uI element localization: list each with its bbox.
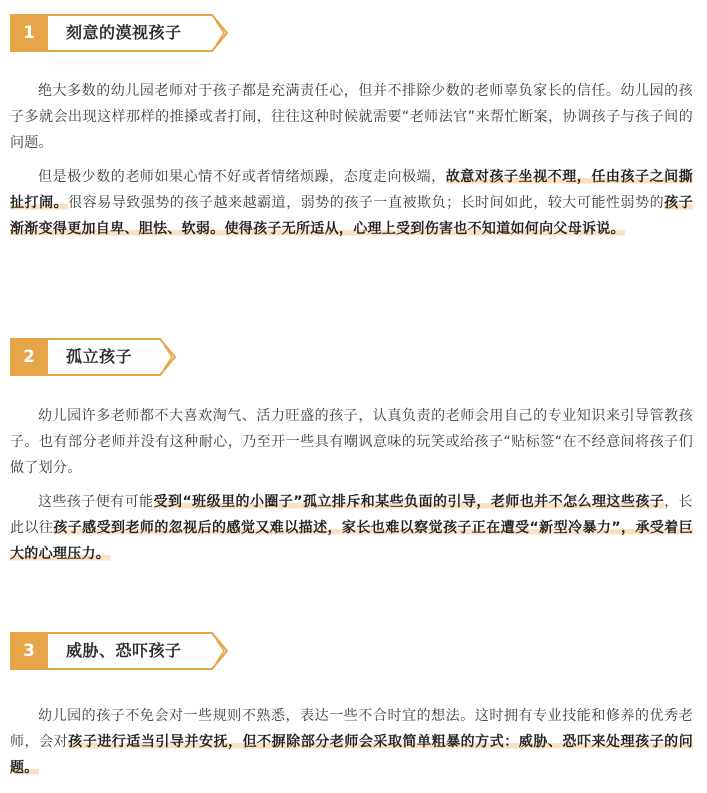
highlighted-text: 孩子感受到老师的忽视后的感觉又难以描述，家长也难以察觉孩子正在遭受“新型冷暴力”，承受着巨大的心理压力。 — [10, 520, 693, 562]
section-paragraph — [10, 703, 693, 781]
highlighted-text: 孩子进行适当引导并安抚，但不摒除部分老师会采取简单粗暴的方式：威胁、恐吓来处理孩子的问题。 — [10, 734, 693, 776]
body-text: 幼儿园许多老师都不大喜欢淘气、活力旺盛的孩子，认真负责的老师会用自己的专业知识来引导管教孩子。也有部分老师并没有这种耐心，乃至开一些具有嘲讽意味的玩笑或给孩子“贴标签“在不经意间将孩子们做了划分。 — [10, 408, 693, 476]
section-paragraph — [10, 78, 693, 156]
highlighted-text: 孩子渐渐变得更加自卑、胆怯、软弱。使得孩子无所适从，心理上受到伤害也不知道如何向父母诉说。 — [10, 195, 693, 237]
body-text: 这些孩子便有可能 — [38, 494, 154, 510]
body-text: ，长此以往 — [10, 494, 693, 536]
section-paragraph — [10, 489, 693, 567]
body-text: 但是极少数的老师如果心情不好或者情绪烦躁，态度走向极端， — [38, 169, 446, 185]
section-number-badge: 2 — [10, 338, 48, 376]
section-title: 孤立孩子 — [66, 347, 133, 366]
section-number-badge: 3 — [10, 632, 48, 670]
section-number-badge: 1 — [10, 14, 48, 52]
section-paragraph — [10, 164, 693, 242]
body-text: 很容易导致强势的孩子越来越霸道，弱势的孩子一直被欺负；长时间如此，较大可能性弱势的 — [68, 195, 665, 211]
section-title: 刻意的漠视孩子 — [66, 23, 182, 42]
highlighted-text: 受到“班级里的小圈子”孤立排斥和某些负面的引导，老师也并不怎么理这些孩子 — [153, 494, 665, 510]
section-title: 威胁、恐吓孩子 — [66, 641, 182, 660]
section-heading — [10, 338, 220, 376]
section-paragraph — [10, 403, 693, 481]
highlighted-text: 故意对孩子坐视不理，任由孩子之间撕扯打闹。 — [10, 169, 693, 211]
body-text: 绝大多数的幼儿园老师对于孩子都是充满责任心，但并不排除少数的老师辜负家长的信任。幼儿园的孩子多就会出现这样那样的推搡或者打闹，往往这种时候就需要“老师法官”来帮忙断案，协调孩子与孩子间的问题。 — [10, 83, 693, 151]
section-heading — [10, 14, 220, 52]
body-text: 幼儿园的孩子不免会对一些规则不熟悉，表达一些不合时宜的想法。这时拥有专业技能和修养的优秀老师，会对 — [10, 708, 693, 750]
section-heading — [10, 632, 220, 670]
